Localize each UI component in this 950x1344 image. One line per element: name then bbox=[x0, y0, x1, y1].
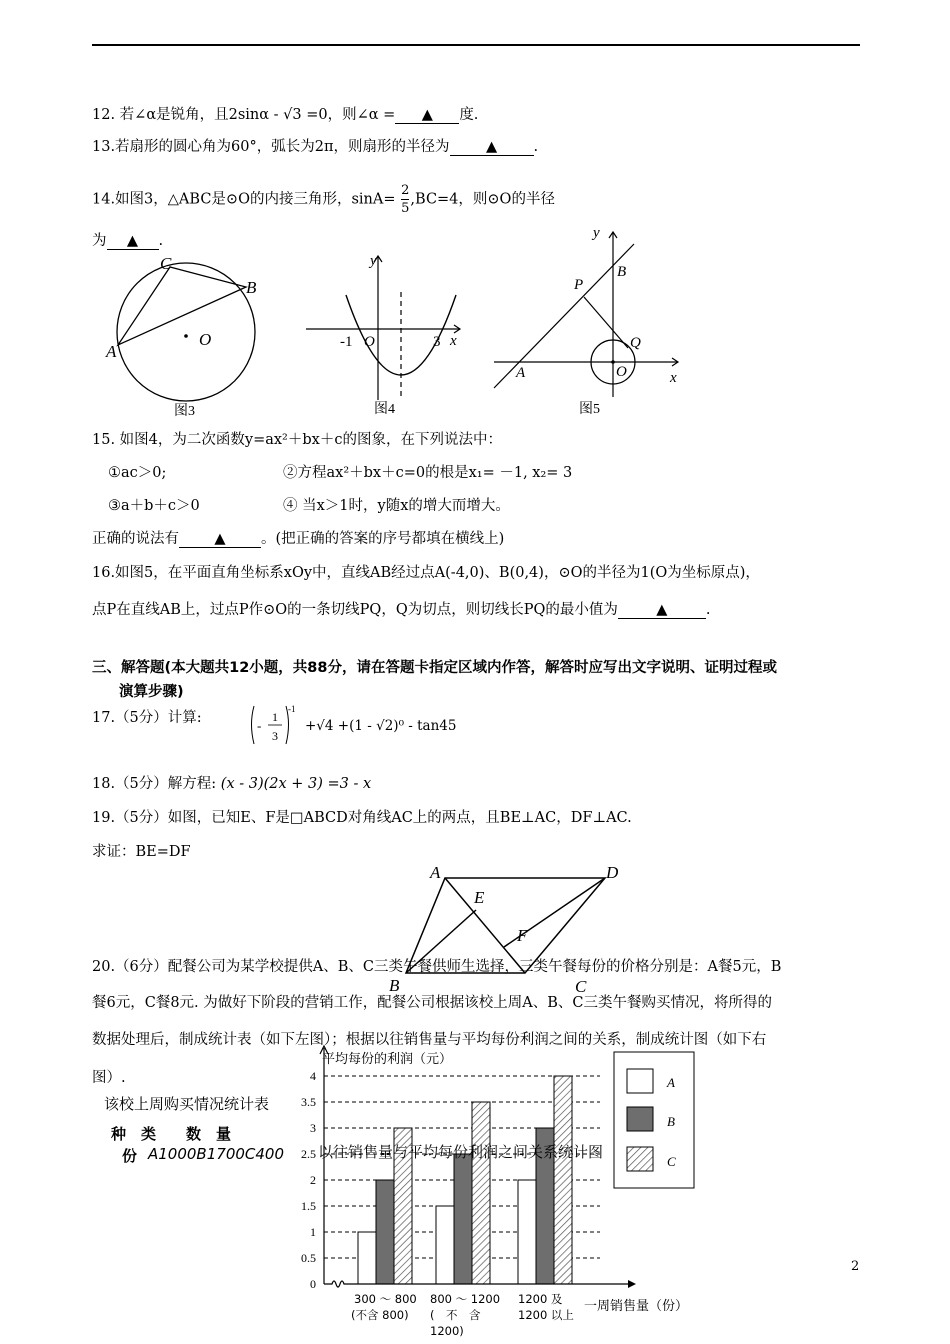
label-b: B bbox=[246, 278, 257, 297]
label-a: A bbox=[106, 342, 117, 361]
option-4: ④ 当x＞1时，y随x的增大而增大。 bbox=[283, 498, 510, 514]
chart-yticks bbox=[301, 1069, 316, 1291]
label-o: O bbox=[199, 330, 212, 349]
question-19: 19.（5分）如图，已知E、F是□ABCD对角线AC上的两点，且BE⊥AC，DF⊥AC. bbox=[92, 810, 632, 826]
svg-text:3: 3 bbox=[272, 729, 278, 743]
q17-fraction-power bbox=[248, 702, 296, 750]
category-label-3a: 1200 及 bbox=[518, 1292, 563, 1306]
y-tick-label: 2.5 bbox=[301, 1147, 316, 1161]
section-3-heading: 三、解答题(本大题共12小题，共88分，请在答题卡指定区域内作答，解答时应写出文字说明、证明过程或 bbox=[92, 660, 777, 676]
svg-text:x: x bbox=[450, 333, 457, 349]
answer-blank[interactable]: ▲ bbox=[618, 602, 706, 619]
y-tick-label: 1 bbox=[310, 1225, 316, 1239]
y-tick-label: 2 bbox=[310, 1173, 316, 1187]
legend-swatch-a bbox=[627, 1069, 653, 1093]
question-19-line2: 求证：BE=DF bbox=[92, 844, 191, 860]
figure-5 bbox=[488, 222, 688, 422]
category-label-3b: 1200 以上 bbox=[518, 1308, 574, 1322]
bar-c-2 bbox=[472, 1102, 490, 1284]
category-label-1a: 300 ～ 800 bbox=[354, 1292, 417, 1306]
svg-text:1: 1 bbox=[272, 710, 278, 724]
svg-text:F: F bbox=[517, 926, 528, 945]
question-20-line3: 数据处理后，制成统计表（如下左图）；根据以往销售量与平均每份利润之间的关系，制成统计图（如下右 bbox=[92, 1032, 767, 1048]
svg-text:3: 3 bbox=[433, 334, 441, 350]
answer-blank[interactable]: ▲ bbox=[179, 531, 261, 548]
question-20: 20.（6分）配餐公司为某学校提供A、B、C三类午餐供师生选择，三类午餐每份的价格分别是：A餐5元，B bbox=[92, 959, 782, 975]
question-20-line4: 图）. bbox=[92, 1070, 126, 1086]
svg-text:A: A bbox=[430, 863, 441, 882]
answer-blank[interactable]: ▲ bbox=[107, 233, 159, 250]
answer-blank[interactable]: ▲ bbox=[395, 107, 459, 124]
svg-text:E: E bbox=[474, 888, 485, 907]
option-3: ③a＋b＋c＞0 bbox=[108, 498, 200, 514]
legend-label-a: A bbox=[667, 1075, 675, 1090]
y-tick-label: 3.5 bbox=[301, 1095, 316, 1109]
chart-legend bbox=[614, 1052, 694, 1188]
svg-text:y: y bbox=[370, 253, 377, 269]
bar-b-1 bbox=[376, 1180, 394, 1284]
category-label-2b: ( 不 含 bbox=[430, 1308, 481, 1322]
caption-fig4: 图4 bbox=[374, 402, 395, 417]
question-18: 18.（5分）解方程: (x - 3)(2x + 3) =3 - x bbox=[92, 776, 372, 792]
question-17-expr: +√4 +(1 - √2)⁰ - tan45 bbox=[305, 718, 457, 734]
option-2: ②方程ax²＋bx＋c=0的根是x₁= －1, x₂= 3 bbox=[283, 465, 573, 481]
question-15-answer: 正确的说法有 ▲ 。(把正确的答案的序号都填在横线上) bbox=[92, 531, 505, 547]
svg-text:B: B bbox=[617, 264, 627, 280]
bar-a-2 bbox=[436, 1206, 454, 1284]
category-label-2a: 800 ～ 1200 bbox=[430, 1292, 501, 1306]
option-1: ①ac＞0; bbox=[108, 465, 167, 481]
y-tick-label: 3 bbox=[310, 1121, 316, 1135]
svg-text:A: A bbox=[516, 365, 526, 381]
y-tick-label: 4 bbox=[310, 1069, 316, 1083]
figure-4 bbox=[300, 250, 470, 422]
fraction: $\frac{2}{5}$ bbox=[401, 183, 410, 216]
question-14: 14.如图3，△ABC是⊙O的内接三角形，sinA= $\frac{2}{5}$ ,BC=4，则⊙O的半径 bbox=[92, 183, 555, 216]
question-16-line2: 点P在直线AB上，过点P作⊙O的一条切线PQ，Q为切点，则切线长PQ的最小值为 ▲ . bbox=[92, 602, 711, 618]
bar-a-1 bbox=[358, 1232, 376, 1284]
svg-text:-1: -1 bbox=[288, 704, 296, 714]
bar-a-3 bbox=[518, 1180, 536, 1284]
section-3-heading-2: 演算步骤) bbox=[119, 684, 184, 700]
svg-text:y: y bbox=[593, 225, 600, 241]
svg-text:x: x bbox=[670, 370, 677, 386]
y-tick-label: 1.5 bbox=[301, 1199, 316, 1213]
stat-table-title: 该校上周购买情况统计表 bbox=[104, 1095, 270, 1113]
y-tick-label: 0 bbox=[310, 1277, 316, 1291]
profit-bar-chart bbox=[288, 1040, 708, 1342]
svg-text:Q: Q bbox=[630, 335, 641, 351]
chart-bars bbox=[358, 1076, 572, 1284]
stat-table-header-2: 份 bbox=[122, 1147, 138, 1165]
legend-swatch-c bbox=[627, 1147, 653, 1171]
question-13: 13.若扇形的圆心角为60°，弧长为2π，则扇形的半径为 ▲ . bbox=[92, 139, 539, 155]
question-12: 12. 若∠α是锐角，且2sinα - √3 =0，则∠α = ▲ 度. bbox=[92, 107, 479, 123]
header-rule bbox=[92, 44, 860, 46]
question-14-line2: 为 ▲ . bbox=[92, 233, 164, 249]
svg-text:C: C bbox=[575, 977, 587, 996]
legend-label-b: B bbox=[667, 1114, 675, 1129]
question-17-label: 17.（5分）计算: bbox=[92, 710, 202, 726]
answer-blank[interactable]: ▲ bbox=[450, 139, 534, 156]
chart-ylabel: 平均每份的利润（元） bbox=[322, 1052, 453, 1067]
question-15: 15. 如图4，为二次函数y=ax²＋bx＋c的图象，在下列说法中： bbox=[92, 432, 502, 448]
chart-xlabel: 一周销售量（份） bbox=[584, 1299, 689, 1314]
chart-title: 以往销售量与平均每份利润之间关系统计图 bbox=[318, 1143, 604, 1161]
legend-swatch-b bbox=[627, 1107, 653, 1131]
svg-text:P: P bbox=[574, 277, 584, 293]
bar-b-2 bbox=[454, 1154, 472, 1284]
question-16: 16.如图5，在平面直角坐标系xOy中，直线AB经过点A(-4,0)、B(0,4)，⊙O的半径为1(O为坐标原点)， bbox=[92, 565, 760, 581]
stat-table-rows: A1000B1700C400 bbox=[148, 1145, 285, 1163]
y-tick-label: 0.5 bbox=[301, 1251, 316, 1265]
caption-fig5: 图5 bbox=[579, 402, 600, 417]
bar-c-3 bbox=[554, 1076, 572, 1284]
legend-label-c: C bbox=[667, 1154, 676, 1169]
center-point bbox=[184, 334, 188, 338]
figure-3 bbox=[98, 252, 268, 422]
caption-fig3: 图3 bbox=[174, 404, 195, 419]
stat-table-header: 种 类 数 量 bbox=[111, 1125, 232, 1143]
triangle-abc bbox=[118, 267, 246, 345]
svg-text:D: D bbox=[606, 863, 619, 882]
category-label-1b: (不含 800) bbox=[351, 1308, 409, 1322]
label-c: C bbox=[160, 254, 172, 273]
category-label-2c: 1200) bbox=[430, 1324, 464, 1338]
svg-text:-: - bbox=[257, 718, 262, 733]
question-20-line2: 餐6元，C餐8元. 为做好下阶段的营销工作，配餐公司根据该校上周A、B、C三类午餐购买情况，将所得的 bbox=[92, 995, 772, 1011]
svg-text:B: B bbox=[389, 976, 400, 995]
svg-text:O: O bbox=[364, 334, 375, 350]
tangent-pq bbox=[584, 297, 628, 348]
svg-text:-1: -1 bbox=[340, 334, 353, 350]
svg-text:O: O bbox=[616, 364, 627, 380]
page-number: 2 bbox=[851, 1259, 860, 1274]
